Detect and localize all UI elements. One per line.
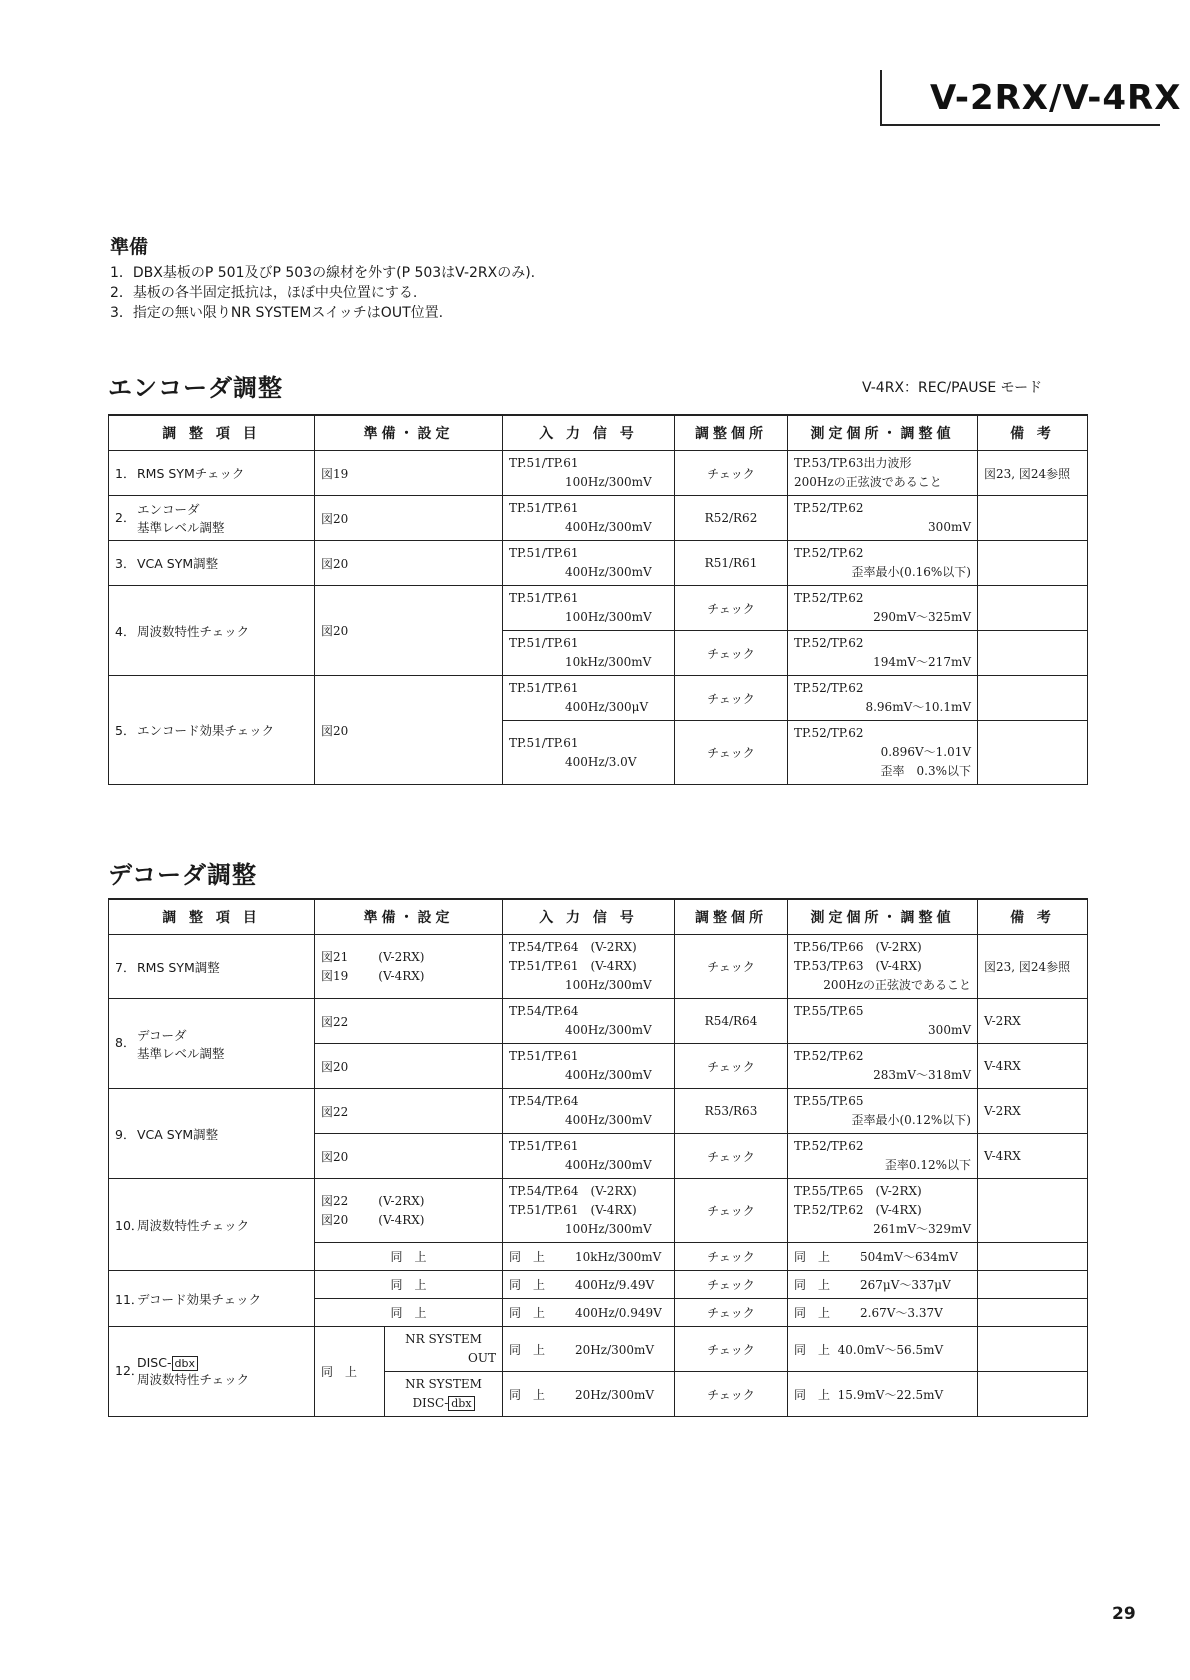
table-row bbox=[109, 541, 1088, 586]
model-title: V-2RX/V-4RX bbox=[930, 78, 1182, 118]
table-row bbox=[109, 586, 1088, 631]
setup-cell: 図20 bbox=[315, 496, 503, 541]
nr-setting-cell: NR SYSTEM DISC- dbx bbox=[385, 1372, 503, 1417]
header-measure: 測定個所・調整値 bbox=[788, 899, 978, 935]
decoder-section-title: デコーダ調整 bbox=[108, 861, 258, 889]
input-cell: TP.51/TP.61 400Hz/300mV bbox=[503, 496, 675, 541]
adjust-cell: チェック bbox=[675, 1372, 788, 1417]
note-cell bbox=[978, 496, 1088, 541]
table-row bbox=[109, 1271, 1088, 1299]
adjust-cell: チェック bbox=[675, 1271, 788, 1299]
table-row bbox=[109, 999, 1088, 1044]
measure-cell: TP.52/TP.62 8.96mV～10.1mV bbox=[788, 676, 978, 721]
setup-cell: 同 上 bbox=[315, 1243, 503, 1271]
note-cell bbox=[978, 676, 1088, 721]
adjust-cell: チェック bbox=[675, 676, 788, 721]
input-cell: TP.54/TP.64 (V-2RX) TP.51/TP.61 (V-4RX) 100Hz/300mV bbox=[503, 1179, 675, 1243]
encoder-mode: V-4RX：REC/PAUSE モード bbox=[862, 380, 1043, 396]
measure-cell: TP.52/TP.62 300mV bbox=[788, 496, 978, 541]
item-cell: 10．周波数特性チェック bbox=[109, 1179, 315, 1271]
setup-cell: 図22 bbox=[315, 999, 503, 1044]
note-cell bbox=[978, 1243, 1088, 1271]
item-cell: 12． DISC- dbx 周波数特性チェック bbox=[109, 1327, 315, 1417]
item-cell: 11．デコード効果チェック bbox=[109, 1271, 315, 1327]
measure-cell: TP.56/TP.66 (V-2RX) TP.53/TP.63 (V-4RX) 200Hzの正弦波であること bbox=[788, 935, 978, 999]
nr-setting-cell: NR SYSTEM OUT bbox=[385, 1327, 503, 1372]
measure-cell: 同 上 267μV～337μV bbox=[788, 1271, 978, 1299]
measure-cell: 同 上 40.0mV～56.5mV bbox=[788, 1327, 978, 1372]
item-cell: 4． 周波数特性チェック bbox=[109, 586, 315, 676]
adjust-cell: R53/R63 bbox=[675, 1089, 788, 1134]
input-cell: TP.51/TP.61 400Hz/300mV bbox=[503, 1134, 675, 1179]
header-note: 備 考 bbox=[978, 899, 1088, 935]
input-cell: TP.54/TP.64 (V-2RX) TP.51/TP.61 (V-4RX) 100Hz/300mV bbox=[503, 935, 675, 999]
preparation-item: 3．指定の無い限りNR SYSTEMスイッチはOUT位置. bbox=[110, 305, 444, 321]
input-cell: TP.51/TP.61 400Hz/300mV bbox=[503, 541, 675, 586]
preparation-item: 2．基板の各半固定抵抗は，ほぼ中央位置にする. bbox=[110, 285, 418, 301]
input-cell: TP.54/TP.64 400Hz/300mV bbox=[503, 1089, 675, 1134]
table-row bbox=[109, 935, 1088, 999]
setup-cell: 同 上 bbox=[315, 1271, 503, 1299]
header-item: 調 整 項 目 bbox=[109, 415, 315, 451]
header-item: 調 整 項 目 bbox=[109, 899, 315, 935]
adjust-cell: R51/R61 bbox=[675, 541, 788, 586]
note-cell bbox=[978, 631, 1088, 676]
dbx-logo: dbx bbox=[448, 1396, 474, 1411]
table-row bbox=[109, 451, 1088, 496]
adjust-cell: チェック bbox=[675, 631, 788, 676]
input-cell: TP.51/TP.61 400Hz/3.0V bbox=[503, 721, 675, 785]
encoder-table bbox=[108, 414, 1088, 785]
note-cell bbox=[978, 1271, 1088, 1299]
item-cell: 3． VCA SYM調整 bbox=[109, 541, 315, 586]
item-cell: 1． RMS SYMチェック bbox=[109, 451, 315, 496]
input-cell: 同 上 20Hz/300mV bbox=[503, 1372, 675, 1417]
setup-cell: 図22 bbox=[315, 1089, 503, 1134]
adjust-cell: チェック bbox=[675, 1044, 788, 1089]
input-cell: 同 上 10kHz/300mV bbox=[503, 1243, 675, 1271]
measure-cell: TP.52/TP.62 283mV～318mV bbox=[788, 1044, 978, 1089]
input-cell: TP.51/TP.61 100Hz/300mV bbox=[503, 586, 675, 631]
preparation-title: 準備 bbox=[110, 236, 149, 258]
setup-cell: 図20 bbox=[315, 1044, 503, 1089]
adjust-cell: チェック bbox=[675, 451, 788, 496]
input-cell: TP.51/TP.61 400Hz/300μV bbox=[503, 676, 675, 721]
header-input: 入 力 信 号 bbox=[503, 415, 675, 451]
note-cell: 図23, 図24参照 bbox=[978, 935, 1088, 999]
input-cell: TP.54/TP.64 400Hz/300mV bbox=[503, 999, 675, 1044]
item-cell: 9． VCA SYM調整 bbox=[109, 1089, 315, 1179]
note-cell bbox=[978, 1327, 1088, 1372]
setup-cell: 図20 bbox=[315, 541, 503, 586]
measure-cell: TP.52/TP.62 290mV～325mV bbox=[788, 586, 978, 631]
note-cell bbox=[978, 1372, 1088, 1417]
decoder-table bbox=[108, 898, 1088, 1417]
adjust-cell: チェック bbox=[675, 586, 788, 631]
setup-cell: 図21 (V-2RX) 図19 (V-4RX) bbox=[315, 935, 503, 999]
setup-cell: 図22 (V-2RX) 図20 (V-4RX) bbox=[315, 1179, 503, 1243]
header-setup: 準備・設定 bbox=[315, 899, 503, 935]
item-cell: 8． デコーダ 基準レベル調整 bbox=[109, 999, 315, 1089]
input-cell: 同 上 400Hz/9.49V bbox=[503, 1271, 675, 1299]
page-number: 29 bbox=[1112, 1604, 1136, 1624]
encoder-section-title: エンコーダ調整 bbox=[108, 374, 283, 402]
measure-cell: 同 上 15.9mV～22.5mV bbox=[788, 1372, 978, 1417]
adjust-cell: チェック bbox=[675, 935, 788, 999]
input-cell: TP.51/TP.61 400Hz/300mV bbox=[503, 1044, 675, 1089]
input-cell: TP.51/TP.61 10kHz/300mV bbox=[503, 631, 675, 676]
adjust-cell: チェック bbox=[675, 1299, 788, 1327]
measure-cell: TP.53/TP.63出力波形 200Hzの正弦波であること bbox=[788, 451, 978, 496]
setup-cell: 図20 bbox=[315, 1134, 503, 1179]
note-cell: 図23, 図24参照 bbox=[978, 451, 1088, 496]
item-cell: 7． RMS SYM調整 bbox=[109, 935, 315, 999]
adjust-cell: チェック bbox=[675, 1179, 788, 1243]
note-cell bbox=[978, 1179, 1088, 1243]
measure-cell: TP.52/TP.62 歪率最小(0.16%以下) bbox=[788, 541, 978, 586]
table-header-row bbox=[109, 899, 1088, 935]
input-cell: TP.51/TP.61 100Hz/300mV bbox=[503, 451, 675, 496]
note-cell bbox=[978, 721, 1088, 785]
item-cell: 2． エンコーダ 基準レベル調整 bbox=[109, 496, 315, 541]
header-rule bbox=[880, 70, 882, 126]
table-row bbox=[109, 676, 1088, 721]
table-row bbox=[109, 1179, 1088, 1243]
preparation-section bbox=[110, 232, 535, 323]
item-cell: 5． エンコード効果チェック bbox=[109, 676, 315, 785]
adjust-cell: R54/R64 bbox=[675, 999, 788, 1044]
note-cell: V-4RX bbox=[978, 1044, 1088, 1089]
note-cell bbox=[978, 586, 1088, 631]
header-note: 備 考 bbox=[978, 415, 1088, 451]
header-adjust: 調整個所 bbox=[675, 899, 788, 935]
setup-cell: 図20 bbox=[315, 676, 503, 785]
note-cell: V-2RX bbox=[978, 999, 1088, 1044]
header-input: 入 力 信 号 bbox=[503, 899, 675, 935]
header-measure: 測定個所・調整値 bbox=[788, 415, 978, 451]
input-cell: 同 上 400Hz/0.949V bbox=[503, 1299, 675, 1327]
header-rule bbox=[880, 124, 1160, 126]
measure-cell: TP.52/TP.62 歪率0.12%以下 bbox=[788, 1134, 978, 1179]
note-cell: V-2RX bbox=[978, 1089, 1088, 1134]
adjust-cell: チェック bbox=[675, 721, 788, 785]
measure-cell: TP.52/TP.62 0.896V～1.01V 歪率 0.3%以下 bbox=[788, 721, 978, 785]
preparation-item: 1．DBX基板のP 501及びP 503の線材を外す(P 503はV-2RXのみ). bbox=[110, 265, 536, 281]
table-header-row bbox=[109, 415, 1088, 451]
measure-cell: TP.52/TP.62 194mV～217mV bbox=[788, 631, 978, 676]
setup-cell: 図20 bbox=[315, 586, 503, 676]
adjust-cell: チェック bbox=[675, 1243, 788, 1271]
dbx-logo: dbx bbox=[172, 1356, 198, 1371]
note-cell: V-4RX bbox=[978, 1134, 1088, 1179]
setup-cell: 同 上 bbox=[315, 1327, 385, 1417]
table-row bbox=[109, 496, 1088, 541]
header-setup: 準備・設定 bbox=[315, 415, 503, 451]
input-cell: 同 上 20Hz/300mV bbox=[503, 1327, 675, 1372]
setup-cell: 同 上 bbox=[315, 1299, 503, 1327]
note-cell bbox=[978, 541, 1088, 586]
measure-cell: TP.55/TP.65 300mV bbox=[788, 999, 978, 1044]
table-row bbox=[109, 1327, 1088, 1372]
measure-cell: TP.55/TP.65 歪率最小(0.12%以下) bbox=[788, 1089, 978, 1134]
header-adjust: 調整個所 bbox=[675, 415, 788, 451]
measure-cell: 同 上 2.67V～3.37V bbox=[788, 1299, 978, 1327]
measure-cell: 同 上 504mV～634mV bbox=[788, 1243, 978, 1271]
adjust-cell: R52/R62 bbox=[675, 496, 788, 541]
adjust-cell: チェック bbox=[675, 1327, 788, 1372]
setup-cell: 図19 bbox=[315, 451, 503, 496]
measure-cell: TP.55/TP.65 (V-2RX) TP.52/TP.62 (V-4RX) 261mV～329mV bbox=[788, 1179, 978, 1243]
adjust-cell: チェック bbox=[675, 1134, 788, 1179]
table-row bbox=[109, 1089, 1088, 1134]
note-cell bbox=[978, 1299, 1088, 1327]
